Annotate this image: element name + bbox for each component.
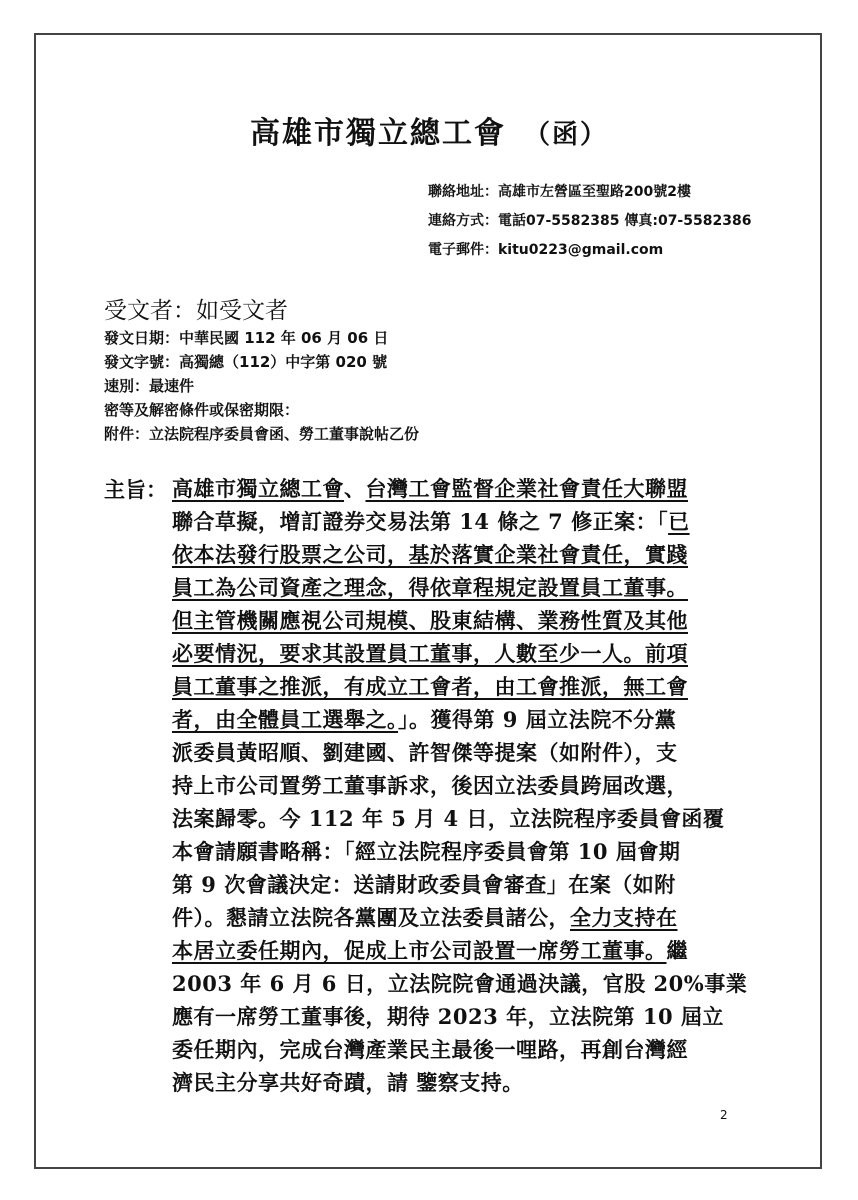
subject-line xyxy=(172,1000,747,1033)
attachment-line: 附件：立法院程序委員會函、勞工董事說帖乙份 xyxy=(104,425,420,443)
subject-line xyxy=(172,934,747,967)
underlined-text: 必要情況，要求其設置員工董事，人數至少一人。前項 xyxy=(172,641,688,666)
recipient-line: 受文者：如受文者 xyxy=(104,298,288,324)
document-number: 發文字號：高獨總（112）中字第 020 號 xyxy=(104,353,388,371)
subject-line xyxy=(172,604,747,637)
subject-line xyxy=(172,703,747,736)
subject-label: 主旨： xyxy=(104,477,167,502)
contact-block xyxy=(428,178,751,265)
body-text: 繼 xyxy=(666,938,688,963)
body-text: 件）。懇請立法院各黨團及立法委員諸公， xyxy=(172,905,570,930)
contact-phone-fax: 連絡方式：電話07-5582385 傳真:07-5582386 xyxy=(428,213,752,229)
subject-line xyxy=(172,901,747,934)
body-text: 本會請願書略稱：「經立法院程序委員會第 10 屆會期 xyxy=(172,839,681,864)
issue-date: 發文日期：中華民國 112 年 06 月 06 日 xyxy=(104,329,389,347)
underlined-text: 台灣工會監督企業社會責任大聯盟 xyxy=(365,476,688,501)
document-title xyxy=(0,108,858,152)
body-text: 」。獲得第 9 屆立法院不分黨 xyxy=(398,707,677,732)
body-text: 聯合草擬，增訂證券交易法第 14 條之 7 修正案：「 xyxy=(172,509,669,534)
underlined-text: 本居立委任期內，促成上市公司設置一席勞工董事。 xyxy=(172,938,667,963)
body-text: 應有一席勞工董事後，期待 2023 年，立法院第 10 屆立 xyxy=(172,1004,724,1029)
underlined-text: 者，由全體員工選舉之。 xyxy=(172,707,398,732)
underlined-text: 高雄市獨立總工會 xyxy=(172,476,344,501)
subject-line xyxy=(172,505,747,538)
body-text: 派委員黃昭順、劉建國、許智傑等提案（如附件），支 xyxy=(172,740,678,765)
subject-body xyxy=(172,472,747,1099)
subject-line xyxy=(172,670,747,703)
subject-line xyxy=(172,868,747,901)
underlined-text: 已 xyxy=(668,509,690,534)
subject-line xyxy=(172,472,747,505)
body-text: 、 xyxy=(344,476,366,501)
subject-line xyxy=(172,637,747,670)
page-number: 2 xyxy=(720,1108,728,1122)
contact-address: 聯絡地址：高雄市左營區至聖路200號2樓 xyxy=(428,184,691,200)
subject-line xyxy=(172,967,747,1000)
body-text: 第 9 次會議決定：送請財政委員會審查」在案（如附 xyxy=(172,872,676,897)
contact-email: 電子郵件：kitu0223@gmail.com xyxy=(428,242,664,258)
underlined-text: 員工董事之推派，有成立工會者，由工會推派，無工會 xyxy=(172,674,688,699)
subject-line xyxy=(172,736,747,769)
underlined-text: 但主管機關應視公司規模、股東結構、業務性質及其他 xyxy=(172,608,688,633)
underlined-text: 員工為公司資產之理念，得依章程規定設置員工董事。 xyxy=(172,575,688,600)
subject-line xyxy=(172,835,747,868)
underlined-text: 依本法發行股票之公司，基於落實企業社會責任，實踐 xyxy=(172,542,688,567)
doc-type: （函） xyxy=(523,120,608,150)
subject-line xyxy=(172,1033,747,1066)
meta-block xyxy=(104,326,419,446)
secrecy-level: 密等及解密條件或保密期限： xyxy=(104,401,300,419)
subject-line xyxy=(172,1066,747,1099)
speed-class: 速別：最速件 xyxy=(104,377,195,395)
body-text: 2003 年 6 月 6 日，立法院院會通過決議，官股 20%事業 xyxy=(172,971,748,996)
body-text: 委任期內，完成台灣產業民主最後一哩路，再創台灣經 xyxy=(172,1037,688,1062)
subject-line xyxy=(172,769,747,802)
subject-line xyxy=(172,802,747,835)
subject-line xyxy=(172,538,747,571)
body-text: 持上市公司置勞工董事訴求，後因立法委員跨屆改選， xyxy=(172,773,688,798)
org-title: 高雄市獨立總工會 xyxy=(249,116,506,151)
subject-line xyxy=(172,571,747,604)
body-text: 濟民主分享共好奇蹟，請 鑒察支持。 xyxy=(172,1070,524,1095)
body-text: 法案歸零。今 112 年 5 月 4 日，立法院程序委員會函覆 xyxy=(172,806,725,831)
underlined-text: 全力支持在 xyxy=(570,905,678,930)
